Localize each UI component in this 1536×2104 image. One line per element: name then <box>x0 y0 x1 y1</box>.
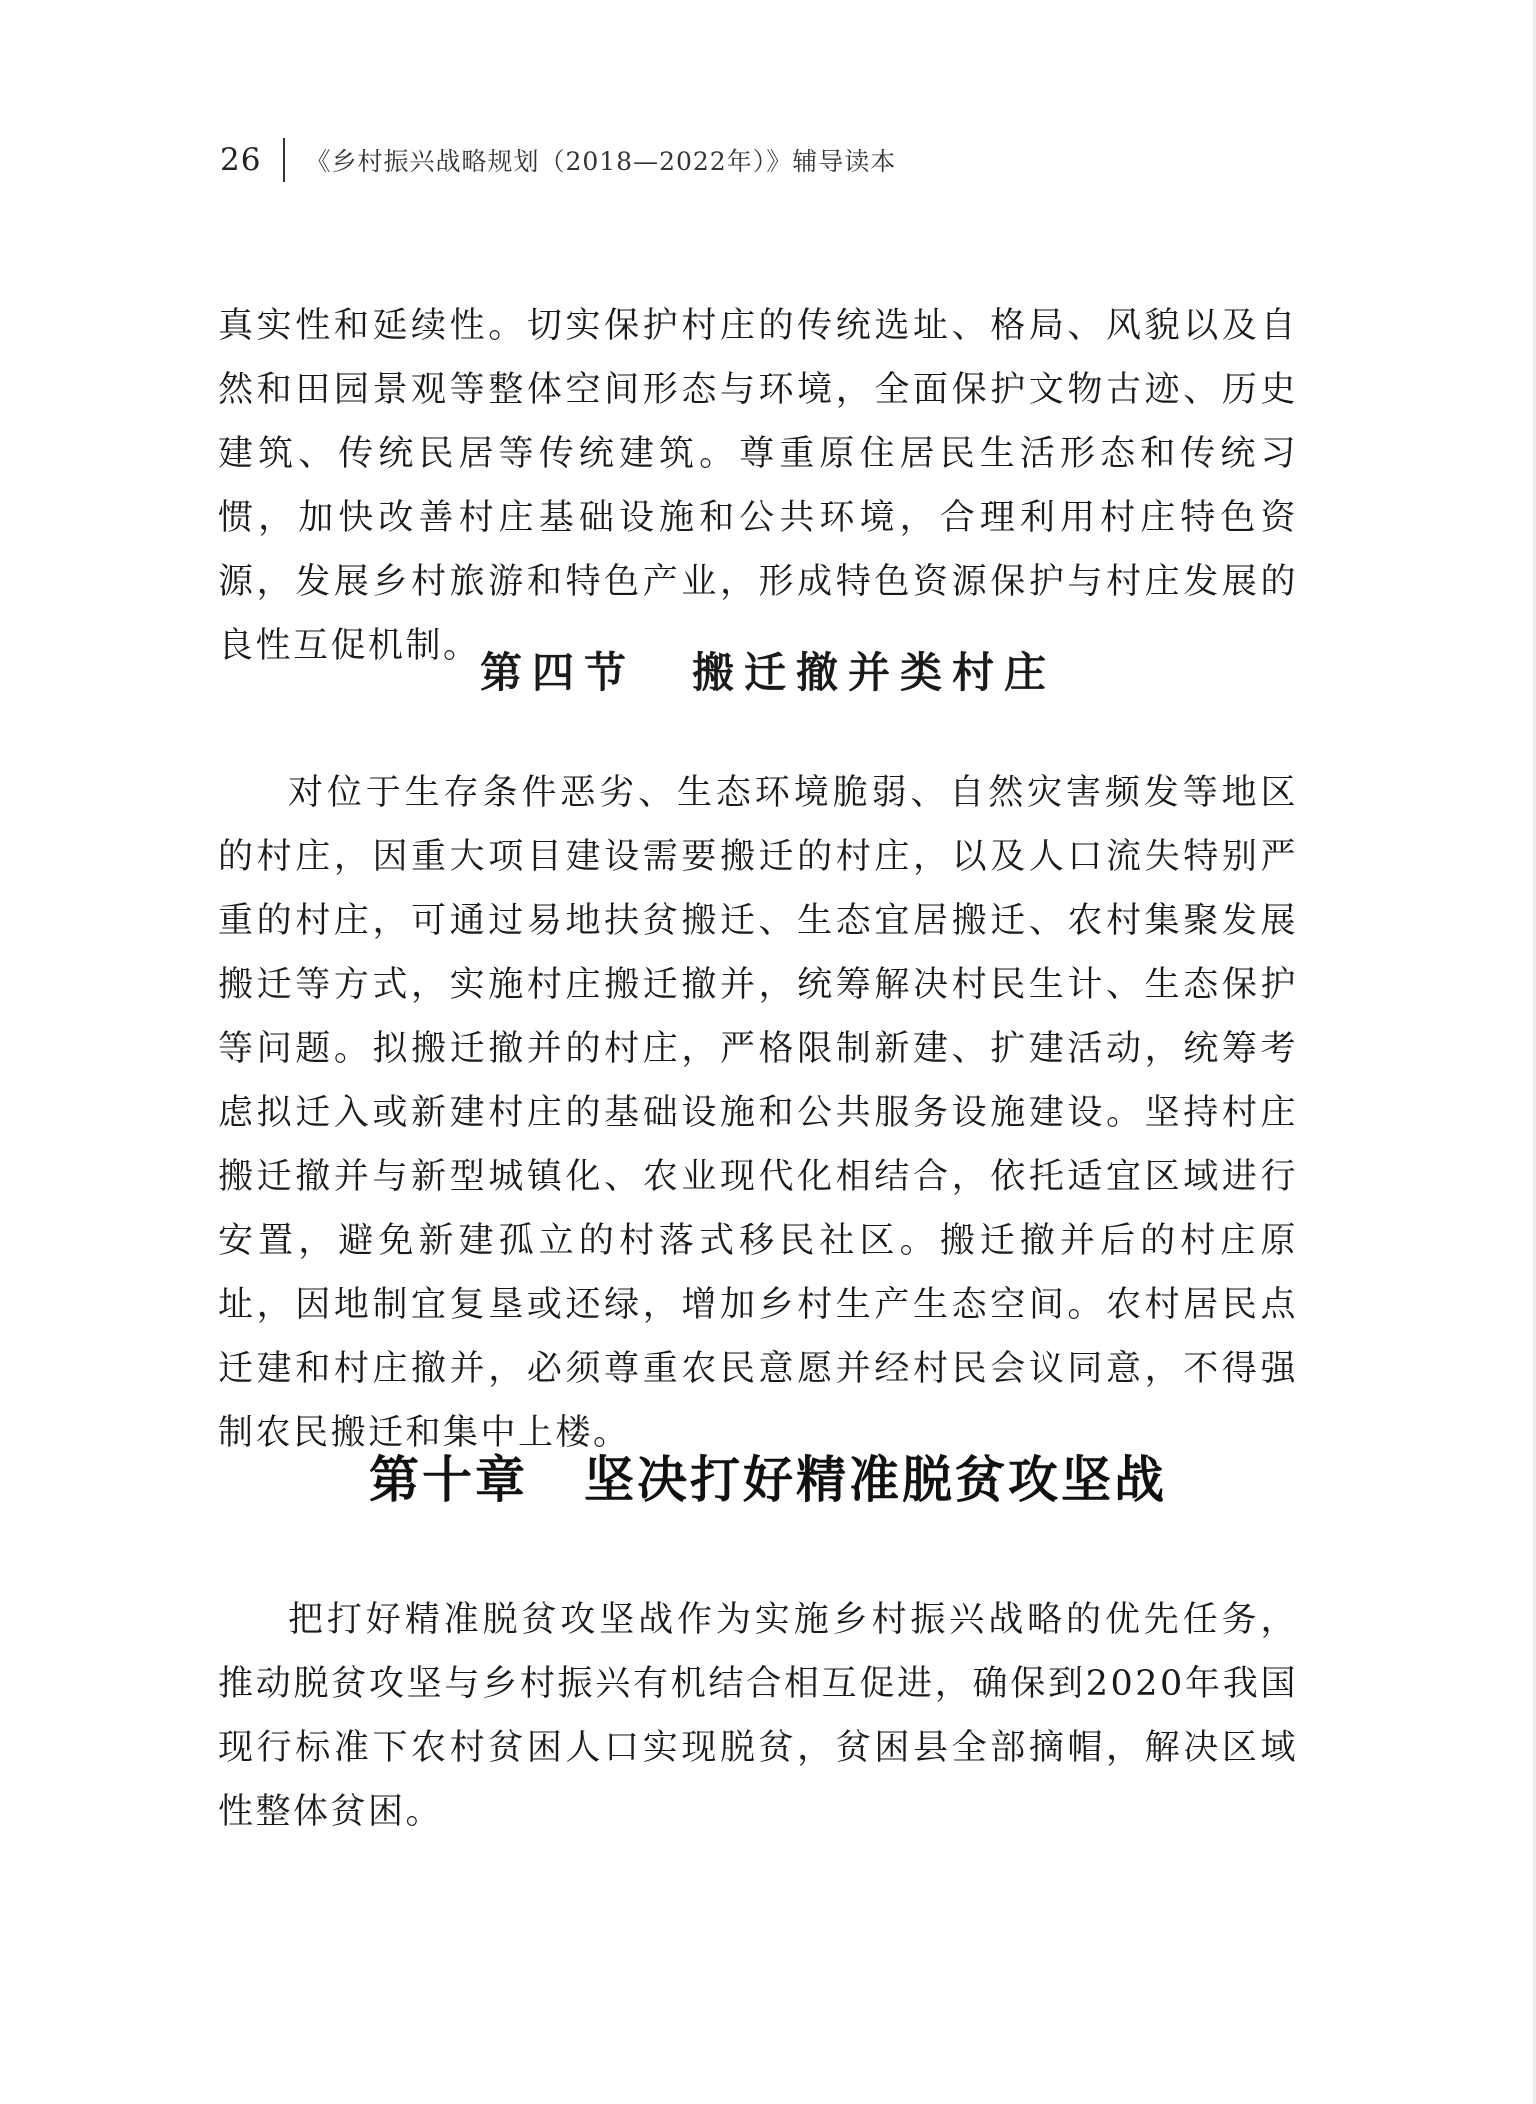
paragraph-poverty-alleviation: 把打好精准脱贫攻坚战作为实施乡村振兴战略的优先任务，推动脱贫攻坚与乡村振兴有机结合相互促进，确保到2020年我国现行标准下农村贫困人口实现脱贫，贫困县全部摘帽，解决区域性整体贫困。 <box>218 1600 1298 1832</box>
section-number: 第四节 <box>479 648 636 697</box>
section-title: 搬迁撤并类村庄 <box>692 648 1057 697</box>
chapter-number: 第十章 <box>369 1451 528 1509</box>
running-header <box>220 138 896 182</box>
running-title: 《乡村振兴战略规划（2018—2022年）》辅导读本 <box>305 147 897 176</box>
chapter-title: 坚决打好精准脱贫攻坚战 <box>584 1451 1167 1509</box>
paragraph-relocation-villages: 对位于生存条件恶劣、生态环境脆弱、自然灾害频发等地区的村庄，因重大项目建设需要搬迁的村庄，以及人口流失特别严重的村庄，可通过易地扶贫搬迁、生态宜居搬迁、农村集聚发展搬迁等方式，实施村庄搬迁撤并，统筹解决村民生计、生态保护等问题。拟搬迁撤并的村庄，严格限制新建、扩建活动，统筹考虑拟迁入或新建村庄的基础设施和公共服务设施建设。坚持村庄搬迁撤并与新型城镇化、农业现代化相结合，依托适宜区域进行安置，避免新建孤立的村落式移民社区。搬迁撤并后的村庄原址，因地制宜复垦或还绿，增加乡村生产生态空间。农村居民点迁建和村庄撤并，必须尊重农民意愿并经村民会议同意，不得强制农民搬迁和集中上楼。 <box>218 773 1298 1453</box>
header-divider <box>283 138 285 182</box>
section-heading <box>0 640 1536 700</box>
paragraph-continuation: 真实性和延续性。切实保护村庄的传统选址、格局、风貌以及自然和田园景观等整体空间形态与环境，全面保护文物古迹、历史建筑、传统民居等传统建筑。尊重原住居民生活形态和传统习惯，加快改善村庄基础设施和公共环境，合理利用村庄特色资源，发展乡村旅游和特色产业，形成特色资源保护与村庄发展的良性互促机制。 <box>218 306 1298 666</box>
chapter-heading <box>0 1440 1536 1512</box>
page-number: 26 <box>220 142 262 178</box>
